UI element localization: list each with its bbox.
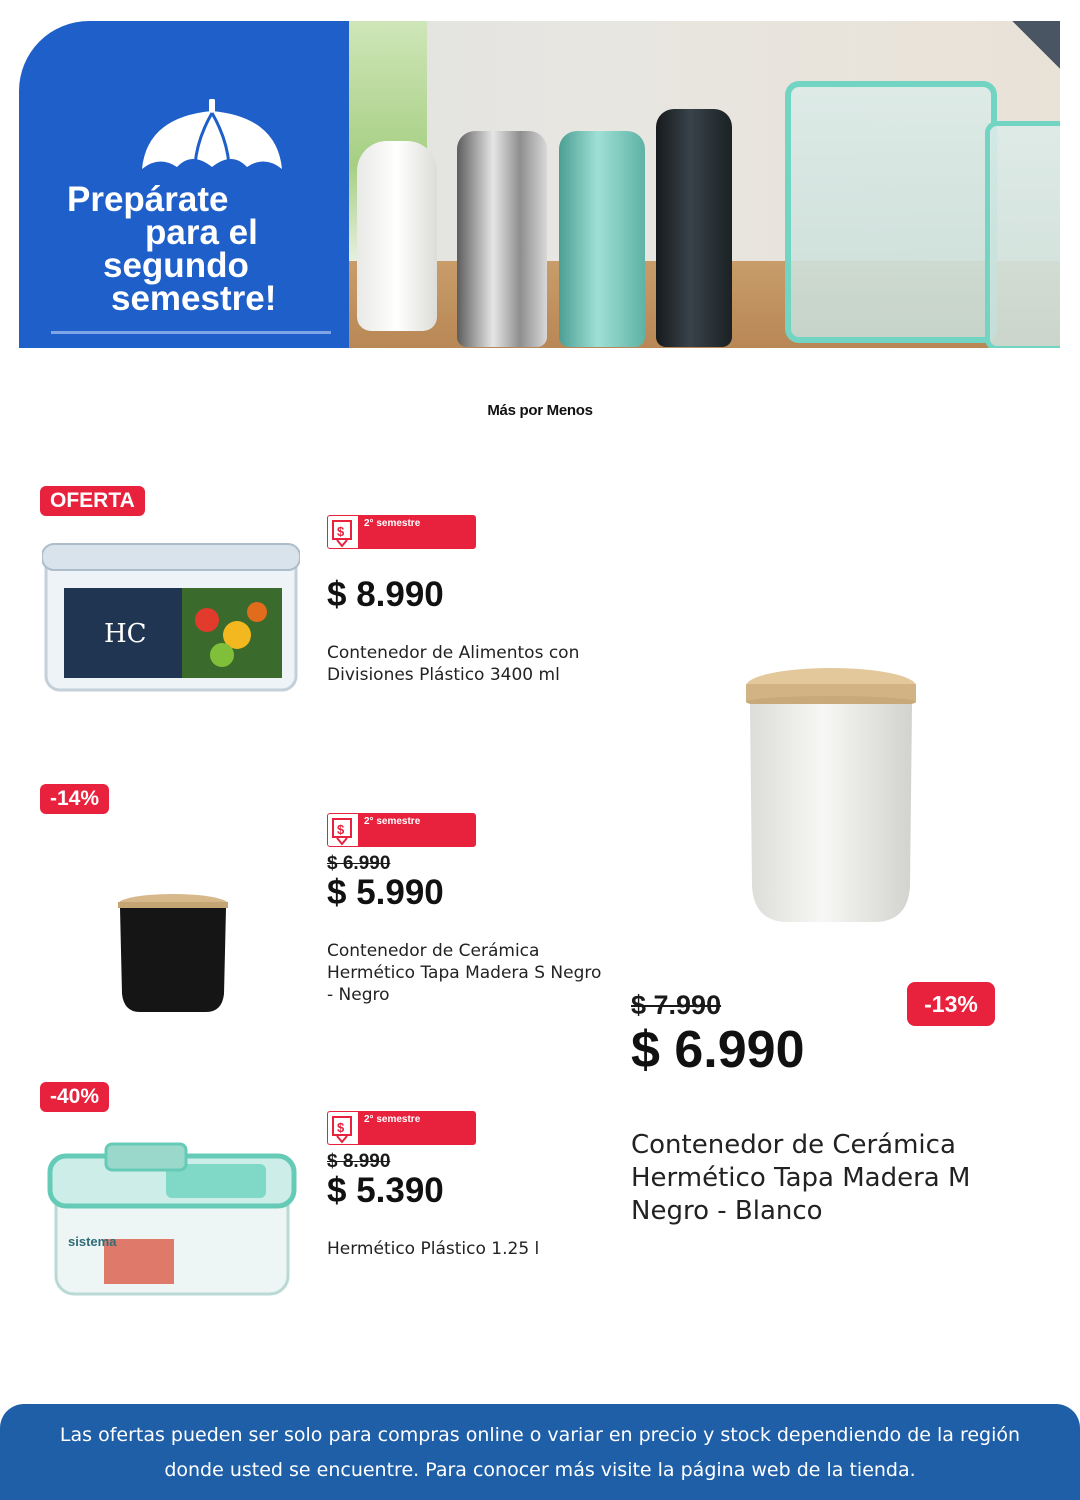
black-thermos-image [656,109,732,347]
svg-text:$: $ [337,1120,345,1135]
svg-text:sistema: sistema [68,1234,117,1249]
disclaimer-text: Las ofertas pueden ser solo para compras online o variar en precio y stock dependiendo de la región donde usted se encuentre. Para conocer más visite la página web de la tienda. [59,1424,1021,1481]
headline-line-3: segundo [103,246,249,285]
food-containers-image [785,81,997,343]
black-ceramic-jar-image [116,894,230,1014]
steel-thermos-image [457,131,547,347]
food-container-image [42,540,300,698]
featured-old-price: $ 7.990 [631,990,722,1020]
price-tag-icon [328,1112,358,1144]
svg-text:HC: HC [104,619,147,649]
disclaimer-footer [0,1404,1080,1500]
svg-text:$: $ [337,822,345,837]
banner-headline [65,180,345,318]
teal-thermos-image [559,131,645,347]
discount-badge: -14% [40,784,109,814]
product-old-price: $ 8.990 [327,1151,391,1172]
banner-corner-fold [1012,21,1060,69]
umbrella-icon [137,99,287,189]
featured-product-name[interactable]: Contenedor de Cerámica Hermético Tapa Madera M Negro - Blanco [631,1130,971,1226]
product-price: $ 5.990 [327,873,444,912]
banner-underline [51,331,331,334]
svg-text:$: $ [337,524,345,539]
price-tag-icon [328,516,358,548]
hero-banner[interactable] [19,21,1060,348]
product-name[interactable]: Contenedor de Alimentos con Divisiones Plástico 3400 ml [327,643,580,685]
product-name[interactable]: Contenedor de Cerámica Hermético Tapa Madera S Negro - Negro [327,941,602,1005]
featured-discount-badge: -13% [907,982,995,1026]
semester-tag [327,515,476,549]
product-price: $ 8.990 [327,575,444,614]
discount-badge: -40% [40,1082,109,1112]
product-old-price: $ 6.990 [327,853,391,874]
offer-badge: OFERTA [40,486,145,516]
product-name[interactable]: Hermético Plástico 1.25 l [327,1239,540,1259]
white-ceramic-jar-image [744,666,918,926]
semester-tag-label: 2° semestre [364,816,421,827]
featured-price: $ 6.990 [631,1021,805,1079]
price-tag-icon [328,814,358,846]
product-price: $ 5.390 [327,1171,444,1210]
headline-line-1: Prepárate [67,180,229,219]
headline-line-4: semestre! [111,279,277,318]
brand-name: Más por Menos [487,402,593,419]
white-jug-image [357,141,437,331]
lunch-box-image [46,1134,298,1300]
semester-tag-label: 2° semestre [364,518,421,529]
semester-tag [327,1111,476,1145]
semester-tag [327,813,476,847]
headline-line-2: para el [145,213,258,252]
small-containers-image [985,121,1060,348]
semester-tag-label: 2° semestre [364,1114,421,1125]
